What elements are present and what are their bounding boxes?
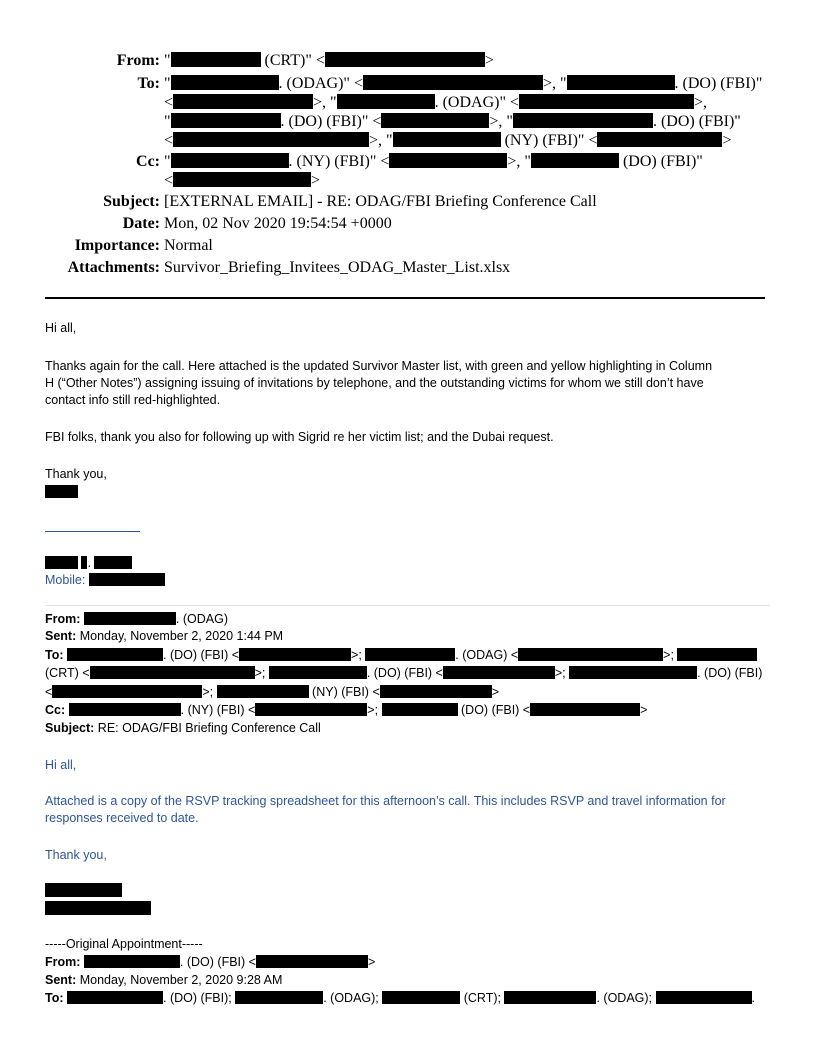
redaction [677, 648, 757, 661]
redaction [567, 75, 675, 90]
redaction [531, 153, 619, 168]
redaction [45, 556, 78, 569]
text-segment: . (NY) (FBI) < [180, 703, 256, 717]
fwd-to-line-1 [45, 647, 775, 664]
redaction [45, 485, 78, 498]
text-segment: (CRT)" < [260, 52, 325, 69]
text-segment: (CRT) < [45, 666, 90, 680]
text-segment: > [722, 132, 732, 149]
redaction [443, 666, 555, 679]
text-segment: > [311, 172, 321, 189]
text-segment: . (ODAG); [323, 991, 383, 1005]
text-segment: " [164, 52, 171, 69]
text-segment: . (DO) (FBI) < [366, 666, 443, 680]
importance-label: Importance: [74, 237, 160, 254]
text-segment: . (DO) (FBI) < [179, 955, 256, 969]
cc-line-2 [164, 172, 320, 190]
date-label: Date: [122, 215, 160, 232]
redaction [656, 991, 752, 1004]
redaction [382, 703, 458, 716]
fwd-greeting: Hi all, [45, 758, 77, 772]
text-segment: Mobile: [45, 573, 86, 587]
redaction [569, 666, 697, 679]
text-segment: To: [45, 648, 64, 662]
text-segment: >, " [542, 75, 567, 92]
text-segment: >, " [369, 132, 393, 149]
text-segment: . (ODAG); [596, 991, 656, 1005]
to-label: To: [137, 75, 160, 92]
signature-full-name [45, 555, 775, 572]
redaction [363, 75, 543, 90]
text-segment: To: [45, 991, 64, 1005]
original-appointment-title: -----Original Appointment----- [45, 937, 203, 951]
text-segment: " [164, 75, 171, 92]
text-segment: (DO) (FBI)" [618, 153, 703, 170]
fwd-paragraph-line-1: Attached is a copy of the RSVP tracking spreadsheet for this afternoon’s call. This includes RSVP and travel information for [45, 794, 726, 808]
text-segment: > [640, 703, 648, 717]
redaction [45, 901, 151, 915]
redaction [173, 132, 369, 147]
redaction [67, 648, 163, 661]
header-divider [45, 297, 765, 299]
text-segment: . (DO) (FBI); [163, 991, 236, 1005]
to-line-3 [164, 113, 741, 131]
text-segment: . (DO) (FBI)" < [280, 113, 382, 130]
redaction [173, 94, 313, 109]
redaction [171, 52, 261, 67]
text-segment: >; [367, 703, 382, 717]
redaction [235, 991, 323, 1004]
redaction [171, 75, 279, 90]
from-value [164, 52, 494, 70]
redaction [84, 955, 180, 968]
orig-sent-row [45, 972, 775, 989]
text-segment: >; [351, 648, 366, 662]
redaction [513, 113, 653, 128]
orig-to-row [45, 990, 775, 1007]
date-value: Mon, 02 Nov 2020 19:54:54 +0000 [164, 215, 392, 232]
text-segment: (NY) (FBI) < [308, 685, 380, 699]
redaction [381, 113, 489, 128]
text-segment: < [164, 172, 174, 189]
paragraph-1-line-3: contact info still red-highlighted. [45, 393, 221, 407]
text-segment: . (ODAG)" < [278, 75, 363, 92]
text-segment: (NY) (FBI)" < [500, 132, 598, 149]
forward-separator [45, 605, 770, 606]
redaction [217, 685, 309, 698]
text-segment: . (ODAG) [175, 612, 228, 626]
text-segment: . (NY) (FBI)" < [288, 153, 390, 170]
redaction [337, 94, 435, 109]
text-segment: . (DO) (FBI)" [674, 75, 763, 92]
text-segment: >, " [507, 153, 531, 170]
redaction [380, 685, 492, 698]
text-segment: . (DO) (FBI) [697, 666, 763, 680]
text-segment: >; [254, 666, 269, 680]
redaction [173, 172, 311, 187]
fwd-to-line-2 [45, 665, 775, 682]
paragraph-2: FBI folks, thank you also for following up with Sigrid re her victim list; and the Dubai request. [45, 430, 554, 444]
signature-name [45, 484, 775, 501]
to-line-4 [164, 132, 732, 150]
text-segment: >, " [489, 113, 513, 130]
redaction [518, 648, 663, 661]
fwd-from-row [45, 611, 775, 628]
text-segment: . (DO) (FBI)" [652, 113, 741, 130]
redaction [530, 703, 640, 716]
text-segment: . (DO) (FBI) < [163, 648, 240, 662]
text-segment: < [164, 132, 174, 149]
text-segment: Sent: [45, 973, 77, 987]
attachments-label: Attachments: [67, 259, 160, 276]
from-label: From: [116, 52, 160, 69]
to-line-1 [164, 75, 762, 93]
fwd-sent-row [45, 628, 775, 645]
redaction [45, 883, 122, 897]
importance-value: Normal [164, 237, 213, 254]
to-line-2 [164, 94, 707, 112]
orig-from-row [45, 954, 775, 971]
redaction [389, 153, 507, 168]
text-segment: < [45, 685, 53, 699]
text-segment: >; [554, 666, 570, 680]
text-segment: < [164, 94, 174, 111]
text-segment: (CRT); [460, 991, 505, 1005]
text-segment: >; [663, 648, 678, 662]
subject-value: [EXTERNAL EMAIL] - RE: ODAG/FBI Briefing Conference Call [164, 193, 597, 210]
redaction [89, 573, 165, 586]
redaction [597, 132, 722, 147]
text-segment: (DO) (FBI) < [457, 703, 531, 717]
text-segment: >, " [313, 94, 337, 111]
text-segment: >; [202, 685, 217, 699]
text-segment: > [491, 685, 500, 699]
fwd-signature-line-1 [45, 883, 775, 900]
cc-label: Cc: [136, 153, 160, 170]
text-segment: Subject: [45, 721, 95, 735]
attachment-link[interactable]: Survivor_Briefing_Invitees_ODAG_Master_List.xlsx [164, 259, 511, 276]
redaction [255, 703, 367, 716]
redaction [504, 991, 596, 1004]
fwd-paragraph-line-2: responses received to date. [45, 811, 199, 825]
redaction [382, 991, 460, 1004]
fwd-signature-line-2 [45, 901, 775, 918]
redaction [84, 612, 176, 625]
redaction [171, 113, 281, 128]
fwd-to-line-3 [45, 684, 775, 701]
text-segment: > [367, 955, 376, 969]
text-segment: " [164, 113, 171, 130]
redaction [256, 955, 368, 968]
text-segment: >, [694, 94, 708, 111]
redaction [239, 648, 351, 661]
redaction [325, 52, 485, 67]
redaction [94, 556, 132, 569]
subject-label: Subject: [103, 193, 160, 210]
text-segment: Sent: [45, 629, 77, 643]
fwd-subject-row [45, 720, 775, 737]
redaction [90, 666, 255, 679]
redaction [393, 132, 501, 147]
redaction [269, 666, 367, 679]
signature-divider [45, 531, 140, 532]
paragraph-1-line-1: Thanks again for the call. Here attached is the updated Survivor Master list, with green and yellow highlighting in Column [45, 359, 713, 373]
mobile-line [45, 572, 775, 589]
redaction [67, 991, 163, 1004]
fwd-closing: Thank you, [45, 848, 107, 862]
closing: Thank you, [45, 467, 107, 481]
text-segment: . [751, 991, 755, 1005]
redaction [171, 153, 289, 168]
text-segment: > [484, 52, 494, 69]
text-segment: From: [45, 612, 81, 626]
text-segment: " [164, 153, 171, 170]
text-segment: . (ODAG) < [455, 648, 519, 662]
redaction [69, 703, 181, 716]
greeting: Hi all, [45, 321, 77, 335]
redaction [519, 94, 694, 109]
text-segment: Monday, November 2, 2020 1:44 PM [79, 629, 284, 643]
text-segment: From: [45, 955, 81, 969]
text-segment: Monday, November 2, 2020 9:28 AM [79, 973, 283, 987]
fwd-cc-row [45, 702, 775, 719]
text-segment: . [87, 556, 91, 570]
paragraph-1-line-2: H (“Other Notes”) assigning issuing of invitations by telephone, and the outstanding victims for whom we still don’t have [45, 376, 704, 390]
cc-line-1 [164, 153, 703, 171]
text-segment: RE: ODAG/FBI Briefing Conference Call [97, 721, 321, 735]
text-segment: . (ODAG)" < [434, 94, 520, 111]
redaction [365, 648, 455, 661]
redaction [52, 685, 202, 698]
text-segment: Cc: [45, 703, 66, 717]
